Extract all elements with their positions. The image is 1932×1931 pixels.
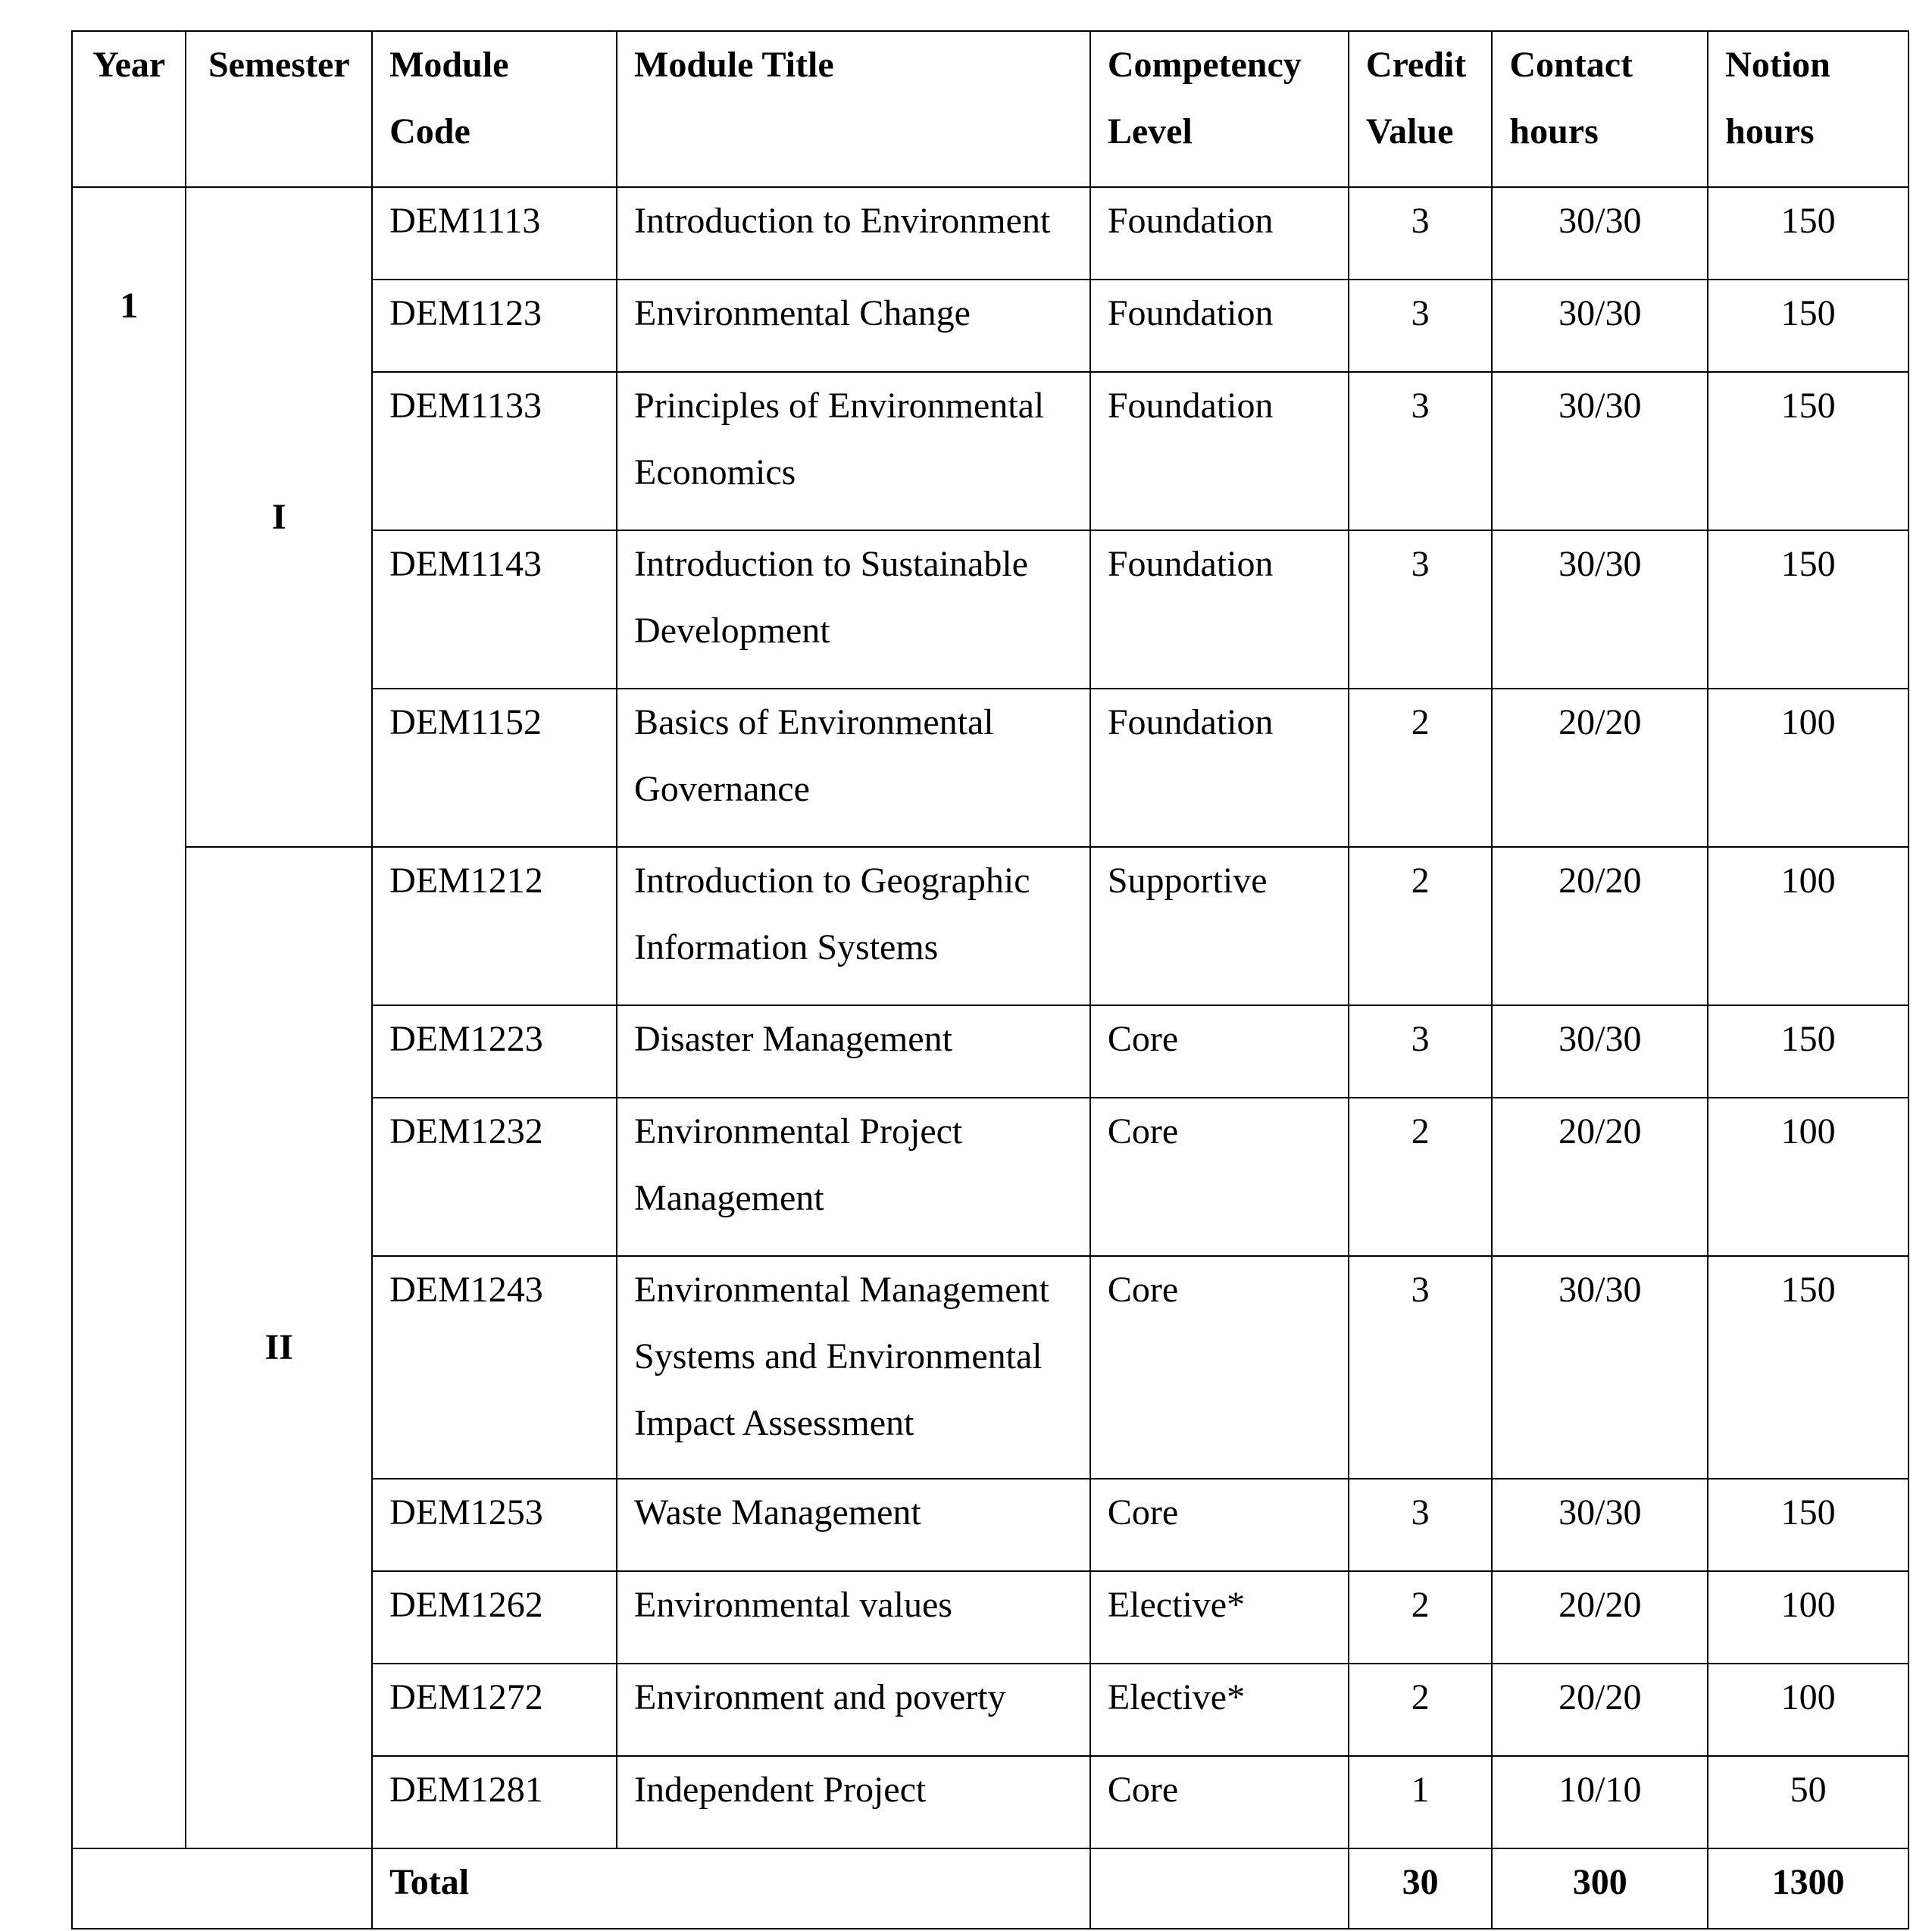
credit-value-cell: 3 bbox=[1349, 187, 1493, 280]
module-title-line: Disaster Management bbox=[634, 1019, 952, 1059]
contact-hours-cell: 30/30 bbox=[1492, 280, 1708, 372]
module-title-line: Independent Project bbox=[634, 1770, 927, 1810]
header-row bbox=[72, 31, 1909, 187]
credit-value-cell: 3 bbox=[1349, 530, 1493, 689]
semester-ii-cell: II bbox=[186, 847, 372, 1848]
module-title-line: Governance bbox=[634, 769, 810, 809]
module-title-line: Environmental Project bbox=[634, 1111, 963, 1151]
competency-level-cell: Core bbox=[1090, 1479, 1349, 1571]
module-title-cell bbox=[617, 1098, 1090, 1256]
module-title-line: Information Systems bbox=[634, 927, 939, 967]
total-notion-hours: 1300 bbox=[1708, 1848, 1909, 1929]
contact-hours-cell: 20/20 bbox=[1492, 1098, 1708, 1256]
contact-hours-cell: 30/30 bbox=[1492, 1256, 1708, 1479]
module-title-line: Environmental Management bbox=[634, 1270, 1049, 1310]
module-title-cell bbox=[617, 1664, 1090, 1756]
header-semester: Semester bbox=[186, 31, 372, 187]
competency-level-cell: Core bbox=[1090, 1756, 1349, 1848]
contact-hours-cell: 20/20 bbox=[1492, 1664, 1708, 1756]
notion-hours-cell: 100 bbox=[1708, 1098, 1909, 1256]
module-title-line: Basics of Environmental bbox=[634, 702, 994, 742]
module-title-line: Introduction to Geographic bbox=[634, 861, 1030, 901]
header-year: Year bbox=[72, 31, 186, 187]
credit-value-cell: 3 bbox=[1349, 1005, 1493, 1098]
year-value: 1 bbox=[120, 286, 139, 326]
module-title-cell bbox=[617, 1256, 1090, 1479]
module-title-cell bbox=[617, 1005, 1090, 1098]
total-credit-value: 30 bbox=[1349, 1848, 1493, 1929]
module-title-line: Environmental values bbox=[634, 1585, 952, 1625]
contact-hours-cell: 20/20 bbox=[1492, 689, 1708, 847]
module-code-cell: DEM1232 bbox=[372, 1098, 617, 1256]
contact-hours-cell: 30/30 bbox=[1492, 1005, 1708, 1098]
competency-level-cell: Foundation bbox=[1090, 372, 1349, 530]
module-title-line: Principles of Environmental bbox=[634, 386, 1045, 426]
contact-hours-cell: 30/30 bbox=[1492, 1479, 1708, 1571]
module-title-line: Economics bbox=[634, 452, 796, 492]
credit-value-cell: 2 bbox=[1349, 847, 1493, 1005]
credit-value-cell: 2 bbox=[1349, 1664, 1493, 1756]
competency-level-cell: Foundation bbox=[1090, 530, 1349, 689]
year-cell bbox=[72, 187, 186, 1848]
contact-hours-cell: 20/20 bbox=[1492, 847, 1708, 1005]
competency-level-cell: Elective* bbox=[1090, 1664, 1349, 1756]
contact-hours-cell: 20/20 bbox=[1492, 1571, 1708, 1664]
module-title-cell bbox=[617, 530, 1090, 689]
header-notion-hours: Notion hours bbox=[1708, 31, 1909, 187]
header-contact-hours: Contact hours bbox=[1492, 31, 1708, 187]
module-code-cell: DEM1143 bbox=[372, 530, 617, 689]
module-code-cell: DEM1272 bbox=[372, 1664, 617, 1756]
notion-hours-cell: 50 bbox=[1708, 1756, 1909, 1848]
module-code-cell: DEM1253 bbox=[372, 1479, 617, 1571]
module-title-line: Development bbox=[634, 611, 830, 651]
module-title-cell bbox=[617, 689, 1090, 847]
credit-value-cell: 2 bbox=[1349, 1571, 1493, 1664]
total-level-empty-cell bbox=[1090, 1848, 1349, 1929]
credit-value-cell: 3 bbox=[1349, 280, 1493, 372]
module-title-cell bbox=[617, 1571, 1090, 1664]
notion-hours-cell: 150 bbox=[1708, 1256, 1909, 1479]
total-contact-hours: 300 bbox=[1492, 1848, 1708, 1929]
contact-hours-cell: 30/30 bbox=[1492, 372, 1708, 530]
credit-value-cell: 2 bbox=[1349, 689, 1493, 847]
header-module-code: Module Code bbox=[372, 31, 617, 187]
table-row bbox=[72, 187, 1909, 280]
contact-hours-cell: 10/10 bbox=[1492, 1756, 1708, 1848]
notion-hours-cell: 150 bbox=[1708, 1005, 1909, 1098]
header-competency-level: Competency Level bbox=[1090, 31, 1349, 187]
header-credit-value: Credit Value bbox=[1349, 31, 1493, 187]
module-title-cell bbox=[617, 280, 1090, 372]
module-title-line: Environment and poverty bbox=[634, 1677, 1006, 1717]
semester-i-cell: I bbox=[186, 187, 372, 847]
competency-level-cell: Elective* bbox=[1090, 1571, 1349, 1664]
module-code-cell: DEM1133 bbox=[372, 372, 617, 530]
competency-level-cell: Foundation bbox=[1090, 187, 1349, 280]
curriculum-table bbox=[71, 30, 1909, 1929]
competency-level-cell: Foundation bbox=[1090, 280, 1349, 372]
module-title-cell bbox=[617, 372, 1090, 530]
competency-level-cell: Foundation bbox=[1090, 689, 1349, 847]
competency-level-cell: Core bbox=[1090, 1005, 1349, 1098]
competency-level-cell: Supportive bbox=[1090, 847, 1349, 1005]
contact-hours-cell: 30/30 bbox=[1492, 187, 1708, 280]
module-code-cell: DEM1281 bbox=[372, 1756, 617, 1848]
module-title-cell bbox=[617, 847, 1090, 1005]
notion-hours-cell: 150 bbox=[1708, 1479, 1909, 1571]
module-title-cell bbox=[617, 1756, 1090, 1848]
module-code-cell: DEM1212 bbox=[372, 847, 617, 1005]
module-code-cell: DEM1262 bbox=[372, 1571, 617, 1664]
module-code-cell: DEM1123 bbox=[372, 280, 617, 372]
total-label: Total bbox=[372, 1848, 1090, 1929]
notion-hours-cell: 150 bbox=[1708, 280, 1909, 372]
module-code-cell: DEM1113 bbox=[372, 187, 617, 280]
module-title-line: Environmental Change bbox=[634, 293, 971, 333]
table-row bbox=[72, 847, 1909, 1005]
module-code-cell: DEM1223 bbox=[372, 1005, 617, 1098]
module-title-line: Introduction to Sustainable bbox=[634, 544, 1028, 584]
notion-hours-cell: 150 bbox=[1708, 187, 1909, 280]
total-row bbox=[72, 1848, 1909, 1929]
module-title-line: Introduction to Environment bbox=[634, 201, 1051, 241]
competency-level-cell: Core bbox=[1090, 1098, 1349, 1256]
notion-hours-cell: 150 bbox=[1708, 530, 1909, 689]
module-code-cell: DEM1243 bbox=[372, 1256, 617, 1479]
notion-hours-cell: 100 bbox=[1708, 689, 1909, 847]
credit-value-cell: 3 bbox=[1349, 1479, 1493, 1571]
module-title-cell bbox=[617, 187, 1090, 280]
total-empty-cell bbox=[72, 1848, 372, 1929]
credit-value-cell: 3 bbox=[1349, 372, 1493, 530]
module-title-line: Impact Assessment bbox=[634, 1403, 914, 1443]
module-title-line: Management bbox=[634, 1178, 824, 1218]
credit-value-cell: 3 bbox=[1349, 1256, 1493, 1479]
credit-value-cell: 2 bbox=[1349, 1098, 1493, 1256]
competency-level-cell: Core bbox=[1090, 1256, 1349, 1479]
table-body bbox=[72, 187, 1909, 1929]
notion-hours-cell: 100 bbox=[1708, 1571, 1909, 1664]
notion-hours-cell: 150 bbox=[1708, 372, 1909, 530]
module-code-cell: DEM1152 bbox=[372, 689, 617, 847]
module-title-line: Waste Management bbox=[634, 1492, 921, 1533]
contact-hours-cell: 30/30 bbox=[1492, 530, 1708, 689]
module-title-cell bbox=[617, 1479, 1090, 1571]
credit-value-cell: 1 bbox=[1349, 1756, 1493, 1848]
notion-hours-cell: 100 bbox=[1708, 1664, 1909, 1756]
notion-hours-cell: 100 bbox=[1708, 847, 1909, 1005]
module-title-line: Systems and Environmental bbox=[634, 1336, 1043, 1376]
header-module-title: Module Title bbox=[617, 31, 1090, 187]
